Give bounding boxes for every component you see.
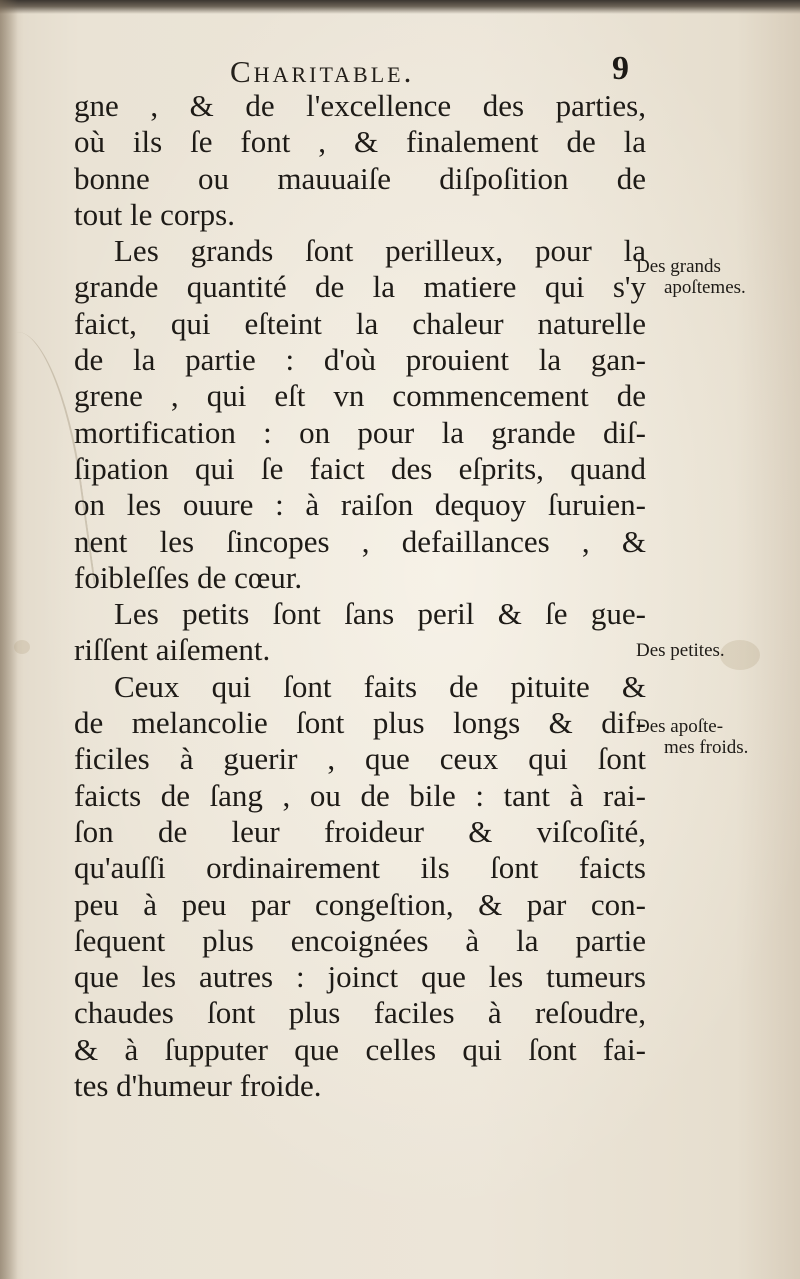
text-line: tes d'humeur froide.	[74, 1068, 322, 1104]
margin-note-line: Des petites.	[636, 640, 725, 661]
margin-note-froids	[636, 716, 796, 758]
text-line: Les grands ſont perilleux, pour la	[114, 233, 646, 269]
text-line: faict, qui eſteint la chaleur naturelle	[74, 305, 646, 341]
margin-note-line: mes froids.	[664, 737, 749, 758]
text-line: ſon de leur froideur & viſcoſité,	[74, 813, 646, 849]
text-line: Ceux qui ſont faits de pituite &	[114, 668, 646, 704]
text-line: Les petits ſont ſans peril & ſe gue-	[114, 596, 646, 632]
margin-note-line: Des grands	[636, 256, 721, 277]
page-number: 9	[612, 50, 629, 87]
text-line: faicts de ſang , ou de bile : tant à rai-	[74, 777, 646, 813]
text-line: qu'auſſi ordinairement ils ſont faicts	[74, 850, 646, 886]
text-line: peu à peu par congeſtion, & par con-	[74, 886, 646, 922]
page-top-edge	[0, 0, 800, 14]
text-line: ficiles à guerir , que ceux qui ſont	[74, 741, 646, 777]
text-line: nent les ſincopes , defaillances , &	[74, 523, 646, 559]
text-line: on les ouure : à raiſon dequoy ſuruien-	[74, 487, 646, 523]
text-line: ſipation qui ſe faict des eſprits, quand	[74, 450, 646, 486]
body-text	[74, 88, 646, 1104]
paper-stain	[14, 640, 30, 654]
margin-note-petites	[636, 640, 796, 661]
text-line: & à ſupputer que celles qui ſont fai-	[74, 1031, 646, 1067]
text-line: tout le corps.	[74, 196, 235, 232]
text-line: chaudes ſont plus faciles à reſoudre,	[74, 995, 646, 1031]
margin-note-line: apoſtemes.	[664, 277, 746, 298]
text-line: riſſent aiſement.	[74, 632, 271, 668]
text-line: bonne ou mauuaiſe diſpoſition de	[74, 160, 646, 196]
text-line: grene , qui eſt vn commencement de	[74, 378, 646, 414]
text-line: gne , & de l'excellence des parties,	[74, 88, 646, 123]
text-line: de la partie : d'où prouient la gan-	[74, 342, 646, 378]
text-line: foibleſſes de cœur.	[74, 559, 303, 595]
text-line: de melancolie ſont plus longs & dif-	[74, 705, 646, 741]
running-head: Charitable.	[230, 54, 415, 89]
text-line: où ils ſe font , & finalement de la	[74, 124, 646, 160]
text-line: grande quantité de la matiere qui s'y	[74, 269, 646, 305]
text-line: que les autres : joinct que les tumeurs	[74, 959, 646, 995]
margin-note-line: Des apoſte-	[636, 716, 724, 737]
text-line: mortification : on pour la grande diſ-	[74, 414, 646, 450]
text-line: ſequent plus encoignées à la partie	[74, 922, 646, 958]
gutter-shadow	[0, 0, 18, 1279]
margin-note-grands	[636, 256, 796, 298]
